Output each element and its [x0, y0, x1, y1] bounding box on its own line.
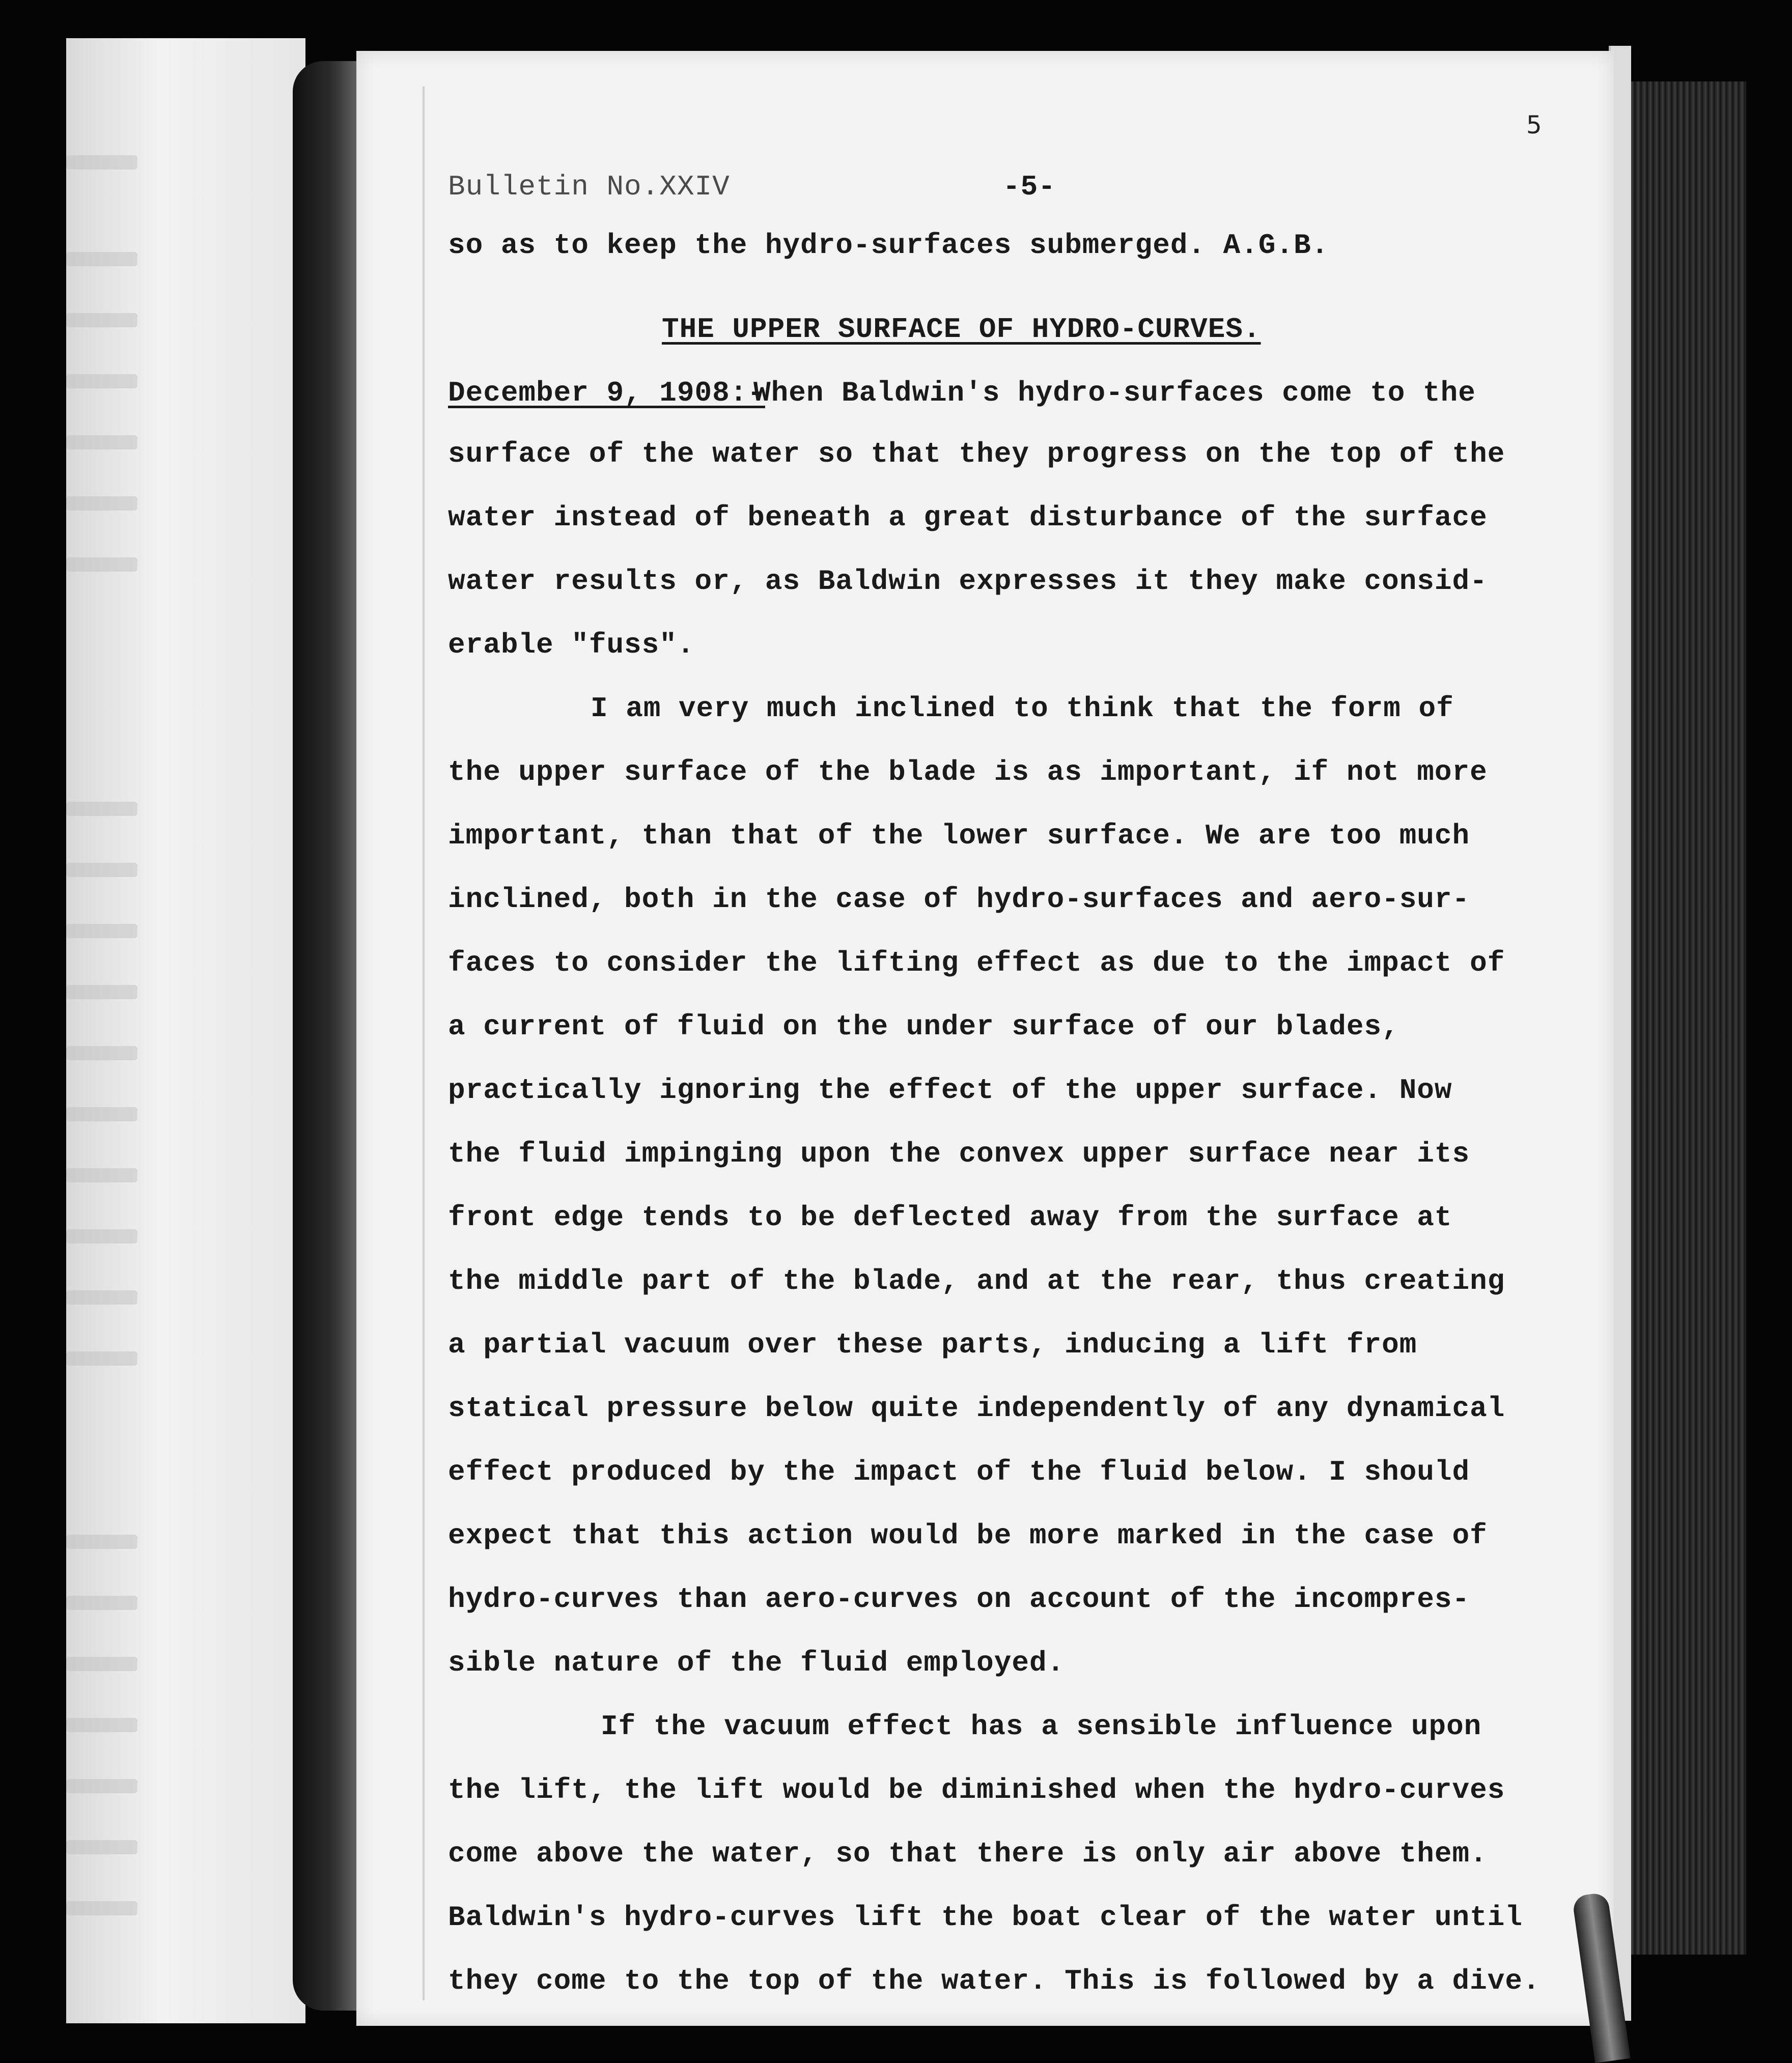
- body-line: I am very much inclined to think that the form of: [591, 692, 1454, 725]
- body-line: front edge tends to be deflected away from the surface at: [448, 1201, 1452, 1234]
- bleed-through-text: [66, 1596, 137, 1610]
- body-line: erable "fuss".: [448, 629, 695, 661]
- body-line: the middle part of the blade, and at the rear, thus creating: [448, 1265, 1505, 1297]
- bleed-through-text: [66, 252, 137, 266]
- body-line: they come to the top of the water. This is followed by a dive.: [448, 1965, 1541, 1997]
- body-line: a partial vacuum over these parts, inducing a lift from: [448, 1329, 1417, 1361]
- body-line: come above the water, so that there is only air above them.: [448, 1838, 1488, 1870]
- bleed-through-text: [66, 1840, 137, 1854]
- folio-number: -5-: [1003, 171, 1056, 203]
- body-line: statical pressure below quite independently of any dynamical: [448, 1392, 1505, 1425]
- bleed-through-text: [66, 374, 137, 388]
- bleed-through-text: [66, 1535, 137, 1549]
- book-binding: [293, 61, 361, 2011]
- bleed-through-text: [66, 496, 137, 511]
- body-line: inclined, both in the case of hydro-surfaces and aero-sur-: [448, 883, 1470, 916]
- page-stack-edge: [1629, 81, 1746, 1955]
- body-line: sible nature of the fluid employed.: [448, 1647, 1065, 1679]
- bleed-through-text: [66, 1779, 137, 1793]
- bleed-through-text: [66, 1229, 137, 1244]
- bleed-through-text: [66, 435, 137, 449]
- bleed-through-text: [66, 1168, 137, 1182]
- body-line: Baldwin's hydro-curves lift the boat clear of the water until: [448, 1901, 1523, 1934]
- bulletin-header: Bulletin No.XXIV: [448, 171, 730, 203]
- body-line: the fluid impinging upon the convex upper surface near its: [448, 1138, 1470, 1170]
- entry-date: December 9, 1908:-: [448, 377, 765, 409]
- body-line: practically ignoring the effect of the upper surface. Now: [448, 1074, 1452, 1107]
- body-line: faces to consider the lifting effect as due to the impact of: [448, 947, 1505, 979]
- body-line: water results or, as Baldwin expresses it they make consid-: [448, 565, 1488, 598]
- bleed-through-text: [66, 155, 137, 169]
- bleed-through-text: [66, 313, 137, 327]
- page-number: 5: [1526, 111, 1542, 139]
- bleed-through-text: [66, 1718, 137, 1732]
- bleed-through-text: [66, 1901, 137, 1915]
- bleed-through-text: [66, 863, 137, 877]
- bleed-through-text: [66, 1290, 137, 1305]
- bleed-through-text: [66, 1351, 137, 1366]
- body-line: expect that this action would be more marked in the case of: [448, 1519, 1488, 1552]
- previous-page: [66, 38, 305, 2023]
- body-line: surface of the water so that they progress on the top of the: [448, 438, 1505, 470]
- margin-rule: [423, 87, 425, 2000]
- bleed-through-text: [66, 1657, 137, 1671]
- body-line: When Baldwin's hydro-surfaces come to the: [753, 377, 1476, 409]
- body-line: important, than that of the lower surface. We are too much: [448, 819, 1470, 852]
- bleed-through-text: [66, 802, 137, 816]
- bleed-through-text: [66, 1046, 137, 1060]
- section-title: THE UPPER SURFACE OF HYDRO-CURVES.: [662, 313, 1261, 346]
- bleed-through-text: [66, 924, 137, 938]
- body-line: water instead of beneath a great disturbance of the surface: [448, 501, 1488, 534]
- bleed-through-text: [66, 557, 137, 572]
- opening-line: so as to keep the hydro-surfaces submerged. A.G.B.: [448, 229, 1329, 262]
- body-line: a current of fluid on the under surface of our blades,: [448, 1010, 1399, 1043]
- body-line: the upper surface of the blade is as important, if not more: [448, 756, 1488, 788]
- body-line: the lift, the lift would be diminished when the hydro-curves: [448, 1774, 1505, 1806]
- bleed-through-text: [66, 1107, 137, 1121]
- bleed-through-text: [66, 985, 137, 999]
- body-line: effect produced by the impact of the fluid below. I should: [448, 1456, 1470, 1488]
- body-line: hydro-curves than aero-curves on account of the incompres-: [448, 1583, 1470, 1616]
- body-line: If the vacuum effect has a sensible influence upon: [601, 1710, 1482, 1743]
